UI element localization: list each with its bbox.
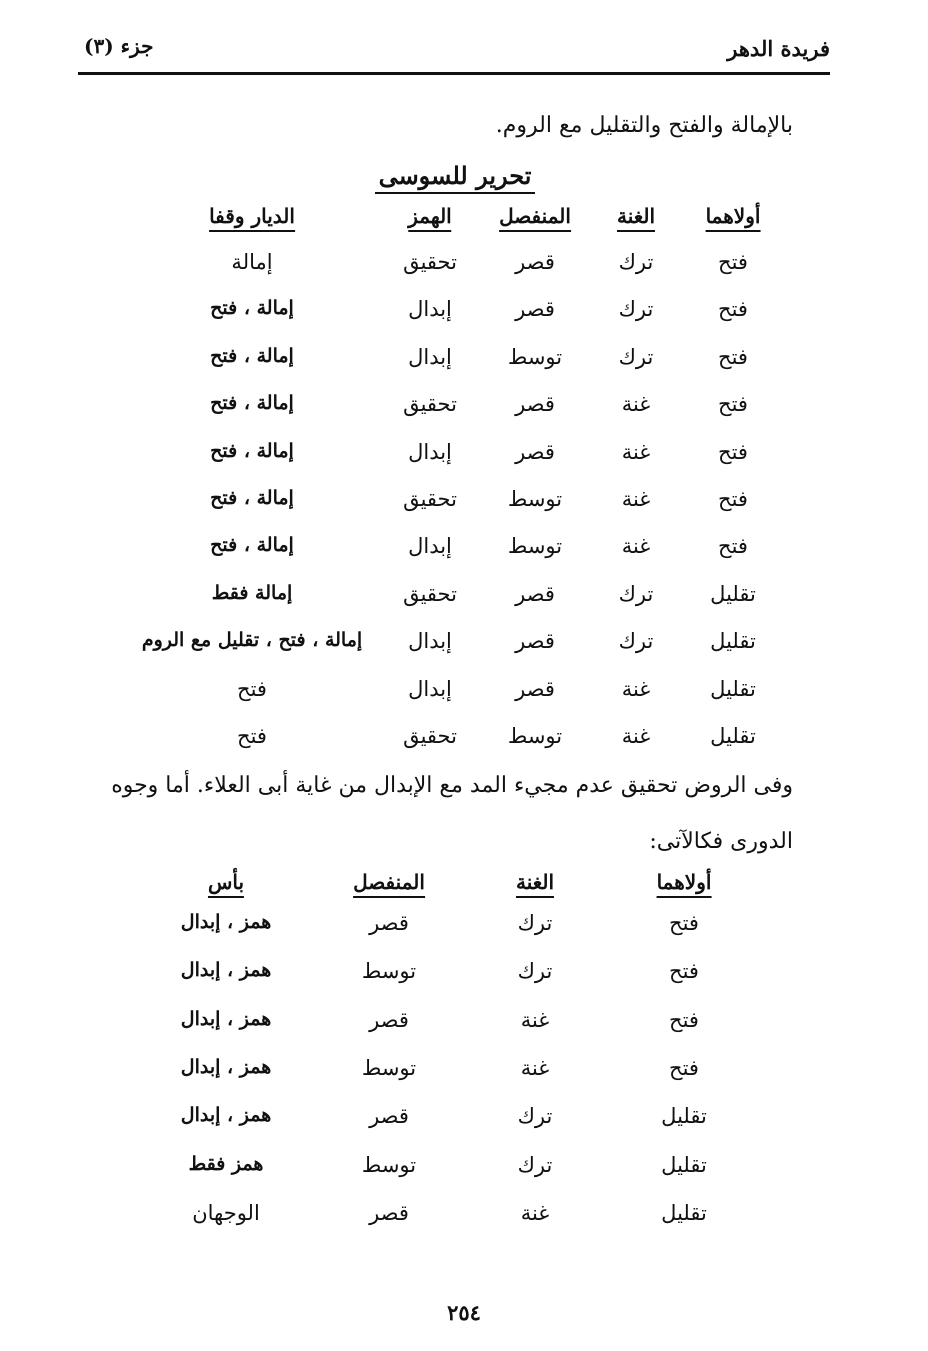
section-heading: تحرير للسوسى bbox=[375, 161, 535, 194]
table-cell: تقليل bbox=[661, 1104, 707, 1129]
part-number: جزء (٣) bbox=[84, 34, 154, 58]
column-header: الغنة bbox=[617, 204, 655, 232]
table-cell: فتح bbox=[718, 534, 748, 559]
column-header: المنفصل bbox=[499, 204, 571, 232]
table-cell: غنة bbox=[621, 534, 651, 559]
table-cell: همز ، إبدال bbox=[180, 1007, 272, 1030]
table-cell: توسط bbox=[361, 1055, 417, 1080]
table-cell: تحقيق bbox=[403, 724, 457, 748]
column-header: أولاهما bbox=[706, 204, 761, 232]
table-cell: غنة bbox=[621, 676, 651, 701]
note-paragraph-line-2: الدورى فكالآتى: bbox=[649, 829, 793, 854]
table-cell: إبدال bbox=[408, 676, 452, 701]
running-header bbox=[78, 28, 830, 75]
table-cell: قصر bbox=[515, 392, 555, 417]
table-cell: فتح bbox=[718, 344, 748, 369]
intro-paragraph: بالإمالة والفتح والتقليل مع الروم. bbox=[495, 113, 793, 138]
table-cell: إمالة فقط bbox=[211, 581, 293, 604]
table-cell: ترك bbox=[517, 1152, 553, 1177]
table-cell: فتح bbox=[237, 676, 267, 701]
table-cell: إبدال bbox=[408, 297, 452, 322]
table-cell: إبدال bbox=[408, 534, 452, 559]
table-cell: قصر bbox=[515, 581, 555, 606]
table-cell: إبدال bbox=[408, 439, 452, 464]
table-cell: إمالة ، فتح bbox=[210, 487, 294, 509]
table-cell: تحقيق bbox=[403, 487, 457, 511]
table-cell: قصر bbox=[369, 911, 409, 935]
table-cell: إمالة ، فتح bbox=[210, 344, 294, 367]
table-cell: قصر bbox=[515, 676, 555, 701]
table-cell: فتح bbox=[718, 487, 748, 511]
table-cell: إبدال bbox=[408, 344, 452, 369]
table-cell: قصر bbox=[515, 629, 555, 654]
table-cell: قصر bbox=[369, 1104, 409, 1129]
table-cell: تقليل bbox=[710, 629, 756, 654]
table-cell: قصر bbox=[515, 297, 555, 322]
table-cell: إمالة ، فتح ، تقليل مع الروم bbox=[141, 629, 363, 652]
table-cell: فتح bbox=[718, 392, 748, 417]
table-cell: إبدال bbox=[408, 629, 452, 654]
table-cell: تقليل bbox=[710, 676, 756, 701]
table-cell: ترك bbox=[618, 250, 654, 274]
table-cell: تحقيق bbox=[403, 392, 457, 417]
table-cell: تقليل bbox=[710, 581, 756, 606]
table-cell: توسط bbox=[507, 487, 563, 511]
table-cell: ترك bbox=[618, 629, 654, 654]
table-cell: غنة bbox=[621, 724, 651, 748]
table-cell: قصر bbox=[369, 1007, 409, 1032]
table-cell: ترك bbox=[618, 581, 654, 606]
table-cell: إمالة ، فتح bbox=[210, 439, 294, 462]
table-cell: غنة bbox=[520, 1200, 550, 1225]
column-header: الديار وقفا bbox=[209, 204, 295, 232]
table-cell: قصر bbox=[515, 250, 555, 274]
table-cell: فتح bbox=[237, 724, 267, 748]
table-cell: فتح bbox=[669, 911, 699, 935]
table-cell: غنة bbox=[520, 1055, 550, 1080]
table-cell: همز ، إبدال bbox=[180, 1055, 272, 1078]
table-cell: ترك bbox=[517, 1104, 553, 1129]
table-cell: فتح bbox=[718, 297, 748, 322]
table-cell: فتح bbox=[718, 250, 748, 274]
table-cell: تحقيق bbox=[403, 250, 457, 274]
column-header: الهمز bbox=[408, 204, 451, 232]
column-header: أولاهما bbox=[657, 870, 712, 898]
column-header: بأس bbox=[208, 870, 244, 898]
table-cell: همز ، إبدال bbox=[180, 959, 272, 982]
table-cell: ترك bbox=[517, 959, 553, 984]
note-paragraph-line-1: وفى الروض تحقيق عدم مجيء المد مع الإبدال من غاية أبى العلاء. أما وجوه bbox=[111, 773, 793, 798]
table-cell: فتح bbox=[669, 1007, 699, 1032]
table-cell: تقليل bbox=[661, 1200, 707, 1225]
table-cell: غنة bbox=[621, 392, 651, 417]
column-header: المنفصل bbox=[353, 870, 425, 898]
table-cell: غنة bbox=[520, 1007, 550, 1032]
table-cell: قصر bbox=[515, 439, 555, 464]
table-cell: تحقيق bbox=[403, 581, 457, 606]
table-cell: توسط bbox=[361, 959, 417, 984]
table-cell: إمالة ، فتح bbox=[210, 534, 294, 557]
table-cell: توسط bbox=[507, 534, 563, 559]
table-cell: توسط bbox=[361, 1152, 417, 1177]
table-cell: غنة bbox=[621, 487, 651, 511]
table-cell: فتح bbox=[669, 1055, 699, 1080]
table-cell: همز فقط bbox=[188, 1152, 264, 1175]
table-cell: إمالة ، فتح bbox=[210, 392, 294, 415]
table-cell: ترك bbox=[517, 911, 553, 935]
table-cell: فتح bbox=[669, 959, 699, 984]
table-cell: توسط bbox=[507, 724, 563, 748]
table-cell: تقليل bbox=[710, 724, 756, 748]
column-header: الغنة bbox=[516, 870, 554, 898]
table-cell: ترك bbox=[618, 344, 654, 369]
table-cell: همز ، إبدال bbox=[180, 911, 272, 933]
table-cell: غنة bbox=[621, 439, 651, 464]
table-cell: ترك bbox=[618, 297, 654, 322]
table-cell: إمالة ، فتح bbox=[210, 297, 294, 320]
table-cell: إمالة bbox=[231, 250, 273, 274]
table-cell: قصر bbox=[369, 1200, 409, 1225]
table-cell: الوجهان bbox=[192, 1200, 260, 1225]
table-cell: همز ، إبدال bbox=[180, 1104, 272, 1127]
table-cell: تقليل bbox=[661, 1152, 707, 1177]
book-title: فريدة الدهر bbox=[727, 36, 830, 61]
page-number: ٢٥٤ bbox=[447, 1300, 481, 1325]
table-cell: فتح bbox=[718, 439, 748, 464]
table-cell: توسط bbox=[507, 344, 563, 369]
